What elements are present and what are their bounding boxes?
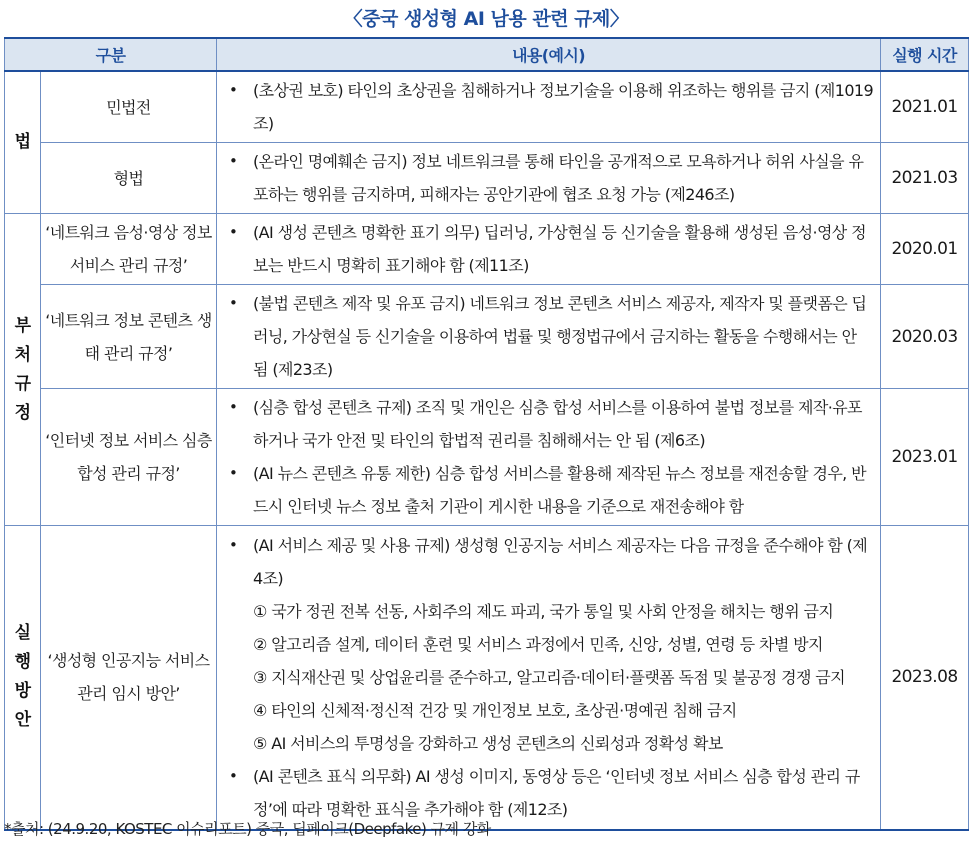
regulation-name: ‘인터넷 정보 서비스 심층 합성 관리 규정’ bbox=[41, 389, 217, 526]
effective-time: 2023.01 bbox=[881, 389, 969, 526]
effective-time: 2020.01 bbox=[881, 214, 969, 285]
bullet-text: (AI 뉴스 콘텐츠 유통 제한) 심층 합성 서비스를 활용해 제작된 뉴스 정보를 재전송할 경우, 반드시 인터넷 뉴스 정보 출처 기관이 게시한 내용을 기준으로 재전송해야 함 bbox=[253, 464, 866, 516]
group-char: 방 bbox=[14, 681, 31, 702]
regulation-content bbox=[217, 285, 881, 389]
bullet-dot: • bbox=[229, 766, 238, 785]
header-content: 내용(예시) bbox=[217, 38, 881, 71]
bullet-text: (심층 합성 콘텐츠 규제) 조직 및 개인은 심층 합성 서비스를 이용하여 불법 정보를 제작·유포하거나 국가 안전 및 타인의 합법적 권리를 침해해서는 안 됨 (제6조) bbox=[253, 398, 862, 450]
regulation-name: ‘네트워크 음성·영상 정보 서비스 관리 규정’ bbox=[41, 214, 217, 285]
group-char: 행 bbox=[14, 652, 31, 673]
group-char: 실 bbox=[14, 623, 31, 644]
bullet-text: (초상권 보호) 타인의 초상권을 침해하거나 정보기술을 이용해 위조하는 행위를 금지 (제1019조) bbox=[253, 81, 874, 133]
header-time: 실행 시간 bbox=[881, 38, 969, 71]
table-title: 〈중국 생성형 AI 남용 관련 규제〉 bbox=[343, 8, 629, 30]
group-label: 법 bbox=[14, 132, 31, 152]
regulation-name: 민법전 bbox=[41, 71, 217, 143]
regulation-content bbox=[217, 71, 881, 143]
bullet-text: (불법 콘텐츠 제작 및 유포 금지) 네트워크 정보 콘텐츠 서비스 제공자, 제작자 및 플랫폼은 딥러닝, 가상현실 등 신기술을 이용하여 법률 및 행정법규에서 금지하는 활동을 수행해서는 안 됨 (제23조) bbox=[253, 294, 867, 379]
regulation-content bbox=[217, 389, 881, 526]
header-category: 구분 bbox=[5, 38, 217, 71]
regulation-table bbox=[4, 37, 969, 831]
bullet-text: (온라인 명예훼손 금지) 정보 네트워크를 통해 타인을 공개적으로 모욕하거나 허위 사실을 유포하는 행위를 금지하며, 피해자는 공안기관에 협조 요청 가능 (제246조) bbox=[253, 152, 864, 204]
group-law bbox=[5, 71, 41, 214]
table-header-row bbox=[5, 38, 969, 71]
bullet-text: (AI 생성 콘텐츠 명확한 표기 의무) 딥러닝, 가상현실 등 신기술을 활용해 생성된 음성·영상 정보는 반드시 명확히 표기해야 함 (제11조) bbox=[253, 223, 866, 275]
regulation-content bbox=[217, 143, 881, 214]
bullet-dot: • bbox=[229, 81, 238, 99]
sub-item: ⑤ AI 서비스의 투명성을 강화하고 생성 콘텐츠의 신뢰성과 정확성 확보 bbox=[253, 733, 723, 753]
regulation-name: ‘네트워크 정보 콘텐츠 생태 관리 규정’ bbox=[41, 285, 217, 389]
effective-time: 2021.01 bbox=[881, 71, 969, 143]
bullet-dot: • bbox=[229, 464, 238, 482]
bullet-item bbox=[217, 391, 874, 457]
sub-item: ① 국가 정권 전복 선동, 사회주의 제도 파괴, 국가 통일 및 사회 안정을 해치는 행위 금지 bbox=[253, 601, 834, 621]
table-row bbox=[5, 285, 969, 389]
effective-time: 2023.08 bbox=[881, 526, 969, 830]
bullet-text: (AI 콘텐츠 표식 의무화) AI 생성 이미지, 동영상 등은 ‘인터넷 정보 서비스 심층 합성 관리 규정’에 따라 명확한 표식을 추가해야 함 (제12조) bbox=[253, 766, 860, 819]
effective-time: 2021.03 bbox=[881, 143, 969, 214]
group-dept-regulation bbox=[5, 214, 41, 526]
group-char: 규 bbox=[14, 373, 31, 394]
sub-item: ③ 지식재산권 및 상업윤리를 준수하고, 알고리즘·데이터·플랫폼 독점 및 불공정 경쟁 금지 bbox=[253, 667, 846, 687]
bullet-item bbox=[217, 529, 874, 595]
bullet-item bbox=[217, 287, 874, 386]
bullet-item bbox=[217, 216, 874, 282]
table-row bbox=[5, 143, 969, 214]
regulation-name: ‘생성형 인공지능 서비스 관리 임시 방안’ bbox=[41, 526, 217, 830]
table-row bbox=[5, 71, 969, 143]
bullet-dot: • bbox=[229, 223, 238, 241]
sub-item: ② 알고리즘 설계, 데이터 훈련 및 서비스 과정에서 민족, 신앙, 성별, 연령 등 차별 방지 bbox=[253, 634, 823, 654]
table-row bbox=[5, 526, 969, 830]
group-char: 처 bbox=[14, 344, 31, 365]
bullet-item bbox=[217, 145, 874, 211]
table-row bbox=[5, 214, 969, 285]
bullet-dot: • bbox=[229, 398, 238, 416]
bullet-dot: • bbox=[229, 294, 238, 312]
regulation-name: 형법 bbox=[41, 143, 217, 214]
bullet-item bbox=[217, 74, 874, 140]
table-row bbox=[5, 389, 969, 526]
group-implementation-plan bbox=[5, 526, 41, 830]
bullet-dot: • bbox=[229, 152, 238, 170]
group-char: 안 bbox=[14, 710, 31, 731]
regulation-content bbox=[217, 526, 881, 830]
bullet-item bbox=[217, 760, 874, 826]
source-note: *출처: (24.9.20, KOSTEC 이슈리포트) 중국, 딥페이크(Deepfake) 규제 강화 bbox=[4, 820, 491, 838]
bullet-item bbox=[217, 457, 874, 523]
sub-item: ④ 타인의 신체적·정신적 건강 및 개인정보 보호, 초상권·명예권 침해 금지 bbox=[253, 700, 737, 720]
regulation-content bbox=[217, 214, 881, 285]
bullet-text: (AI 서비스 제공 및 사용 규제) 생성형 인공지능 서비스 제공자는 다음 규정을 준수해야 함 (제4조) bbox=[253, 535, 868, 588]
group-char: 부 bbox=[14, 315, 31, 336]
effective-time: 2020.03 bbox=[881, 285, 969, 389]
group-char: 정 bbox=[14, 402, 31, 423]
bullet-dot: • bbox=[229, 535, 238, 554]
